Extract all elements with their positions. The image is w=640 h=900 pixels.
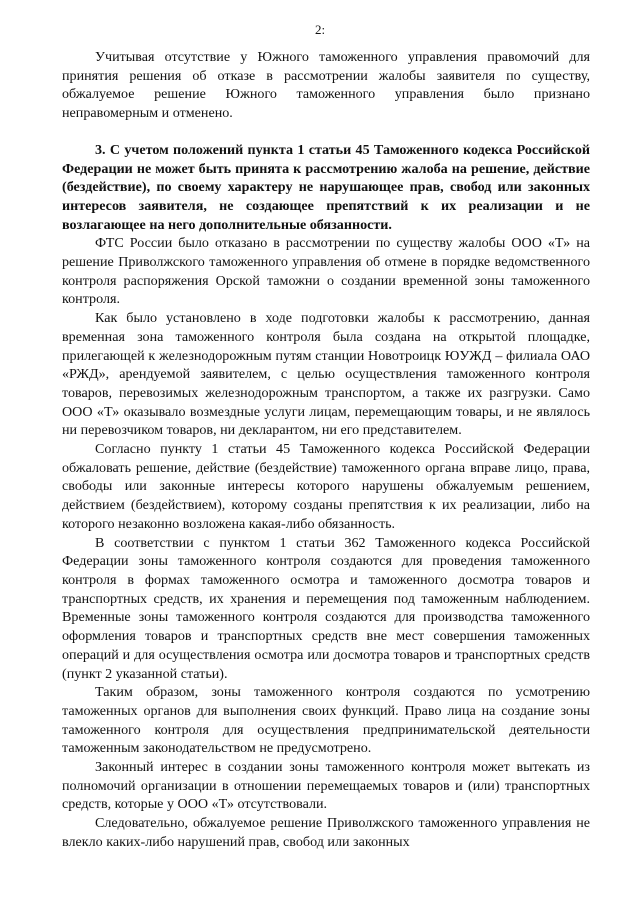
paragraph: ФТС России было отказано в рассмотрении по существу жалобы ООО «Т» на решение Приволжского таможенного управления об отмене в порядке ведомственного контроля распоряжения Орской таможни о создании временной зоны таможенного контроля. — [62, 235, 590, 308]
section-heading: 3. С учетом положений пункта 1 статьи 45 Таможенного кодекса Российской Федерации не может быть принята к рассмотрению жалоба на решение, действие (бездействие), по своему характеру не нарушающее прав, свобод или законных интересов заявителя, не создающее препятствий к их реализации и не возлагающее на него дополнительные обязанности. — [62, 141, 590, 233]
document-body — [62, 48, 590, 852]
paragraph: В соответствии с пунктом 1 статьи 362 Таможенного кодекса Российской Федерации зоны таможенного контроля создаются для проведения таможенного контроля в формах таможенного осмотра и таможенного досмотра товаров и транспортных средств, их хранения и перемещения под таможенным наблюдением. Временные зоны таможенного контроля создаются для производства таможенного оформления товаров и транспортных средств вне мест совершения таможенных операций и для осуществления осмотра или досмотра товаров и транспортных средств (пункт 2 указанной статьи). — [62, 534, 590, 682]
page-number: 2: — [314, 22, 326, 37]
paragraph: Учитывая отсутствие у Южного таможенного управления правомочий для принятия решения об отказе в рассмотрении жалобы заявителя по существу, обжалуемое решение Южного таможенного управления было признано неправомерным и отменено. — [62, 49, 590, 122]
paragraph: Законный интерес в создании зоны таможенного контроля может вытекать из полномочий организации в отношении перемещаемых товаров и (или) транспортных средств, которые у ООО «Т» отсутствовали. — [62, 759, 590, 813]
paragraph: Следовательно, обжалуемое решение Приволжского таможенного управления не влекло каких-либо нарушений прав, свобод или законных — [62, 815, 590, 850]
paragraph: Согласно пункту 1 статьи 45 Таможенного кодекса Российской Федерации обжаловать решение, действие (бездействие) таможенного органа вправе лицо, права, свободы или законные интересы которого нарушены обжалуемым решением, действием (бездействием), которому созданы препятствия к их реализации, либо на которого незаконно возложена какая-либо обязанность. — [62, 441, 590, 532]
paragraph: Таким образом, зоны таможенного контроля создаются по усмотрению таможенных органов для выполнения своих функций. Право лица на создание зоны таможенного контроля для осуществления предпринимательской деятельности таможенным законодательством не предусмотрено. — [62, 684, 590, 757]
paragraph: Как было установлено в ходе подготовки жалобы к рассмотрению, данная временная зона таможенного контроля была создана на открытой площадке, прилегающей к железнодорожным путям станции Новотроицк ЮУЖД – филиала ОАО «РЖД», арендуемой заявителем, с целью осуществления таможенного контроля товаров, перевозимых железнодорожным транспортом, а также их разгрузки. Само ООО «Т» оказывало возмездные услуги лицам, перемещающим товары, и не являлось ни перевозчиком товаров, ни декларантом, ни его представителем. — [62, 310, 590, 439]
